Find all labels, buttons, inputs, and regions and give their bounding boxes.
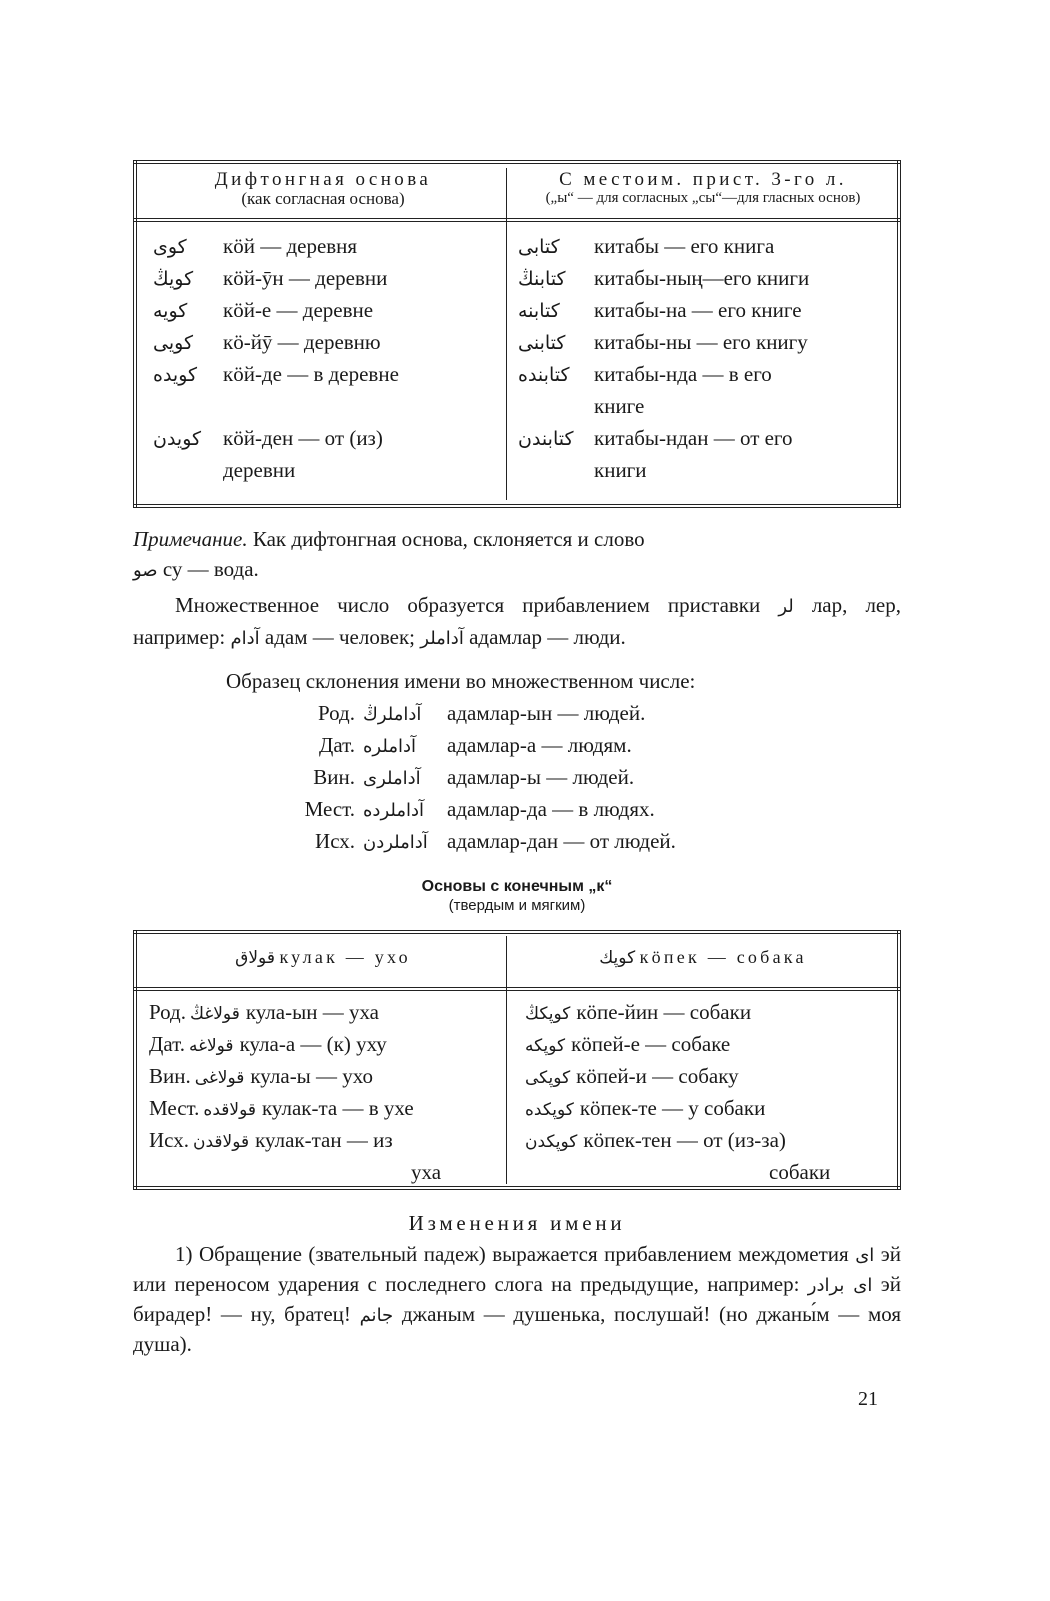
changes-arabic-ey: ای [855,1245,875,1266]
table-column-separator [506,936,507,1184]
sample-title: Образец склонения имени во множественном числе: [226,669,696,693]
transliteration: кӧ-йӯ — деревню [223,330,381,354]
header-right-subtitle: („ы“ — для согласных „сы“—для гласных основ) [545,190,861,206]
arabic-form: قولاغه [188,1036,234,1056]
arabic-form: کویدن [153,428,202,450]
k-stems-subtitle: (твердым и мягким) [448,897,586,914]
table-border-right [897,160,901,508]
table-row [518,390,644,422]
arabic-form: آداملری [363,768,421,789]
table-row [153,294,373,327]
transliteration: уха [411,1160,442,1184]
arabic-form: کوپکه [525,1036,566,1056]
table-row [763,1156,830,1190]
table-border-bottom [133,504,901,508]
declension-table-k-stems [133,930,901,1190]
transliteration: кӧпе-йин — собаки [576,1000,752,1024]
table2-header-left [143,944,503,971]
changes-text-1: 1) Обращение (звательный падеж) выражается прибавлением междометия [175,1242,849,1266]
case-label: Дат. [149,1032,185,1056]
transliteration: адамлар-а — людям. [447,733,632,757]
plural-row [270,698,645,730]
table-row [149,1028,387,1062]
table-border-left [133,160,137,508]
transliteration: кӧпей-е — собаке [571,1032,731,1056]
arabic-form: کویده [153,364,198,386]
table-row [525,1060,739,1094]
transliteration: кӧй-е — деревне [223,298,374,322]
table-row [401,1156,441,1190]
plural-arabic-adamlar: آداملر [420,628,464,649]
arabic-form: کتابنی [518,332,566,354]
header-left-subtitle: (как согласная основа) [241,189,405,208]
table-row [518,230,774,263]
transliteration: книге [594,394,645,418]
plural-text-4: адамлар — люди. [469,625,626,649]
transliteration: адамлар-дан — от людей. [447,829,676,853]
table-header-separator [133,218,901,222]
table-row [153,422,383,455]
transliteration: китабы-ндан — от его [594,426,793,450]
note-text-end: су — вода. [157,557,259,581]
arabic-form: آداملره [363,736,416,757]
transliteration: кӧй-де — в деревне [223,362,399,386]
transliteration: кулак-та — в ухе [261,1096,414,1120]
changes-paragraph [133,1240,901,1358]
table-row [149,996,379,1030]
transliteration: кула-ын — уха [245,1000,379,1024]
plural-arabic-adam: آدام [230,628,260,649]
transliteration: деревни [223,458,296,482]
header-right-arabic: کوپك [599,948,636,968]
table-row [518,294,802,327]
transliteration: китабы-на — его книге [594,298,802,322]
table-row [518,454,647,486]
case-label: Исх. [149,1128,189,1152]
case-label: Вин. [313,765,355,789]
transliteration: кула-ы — ухо [250,1064,373,1088]
arabic-form: کویی [153,332,193,354]
transliteration: кӧпек-тен — от (из-за) [583,1128,786,1152]
case-label: Вин. [149,1064,191,1088]
table-row [149,1060,373,1094]
table-row [525,1092,765,1126]
table-border-right [897,930,901,1190]
case-label: Мест. [149,1096,200,1120]
page-number: 21 [858,1388,878,1410]
plural-row [270,730,632,762]
table-row [525,1028,730,1062]
note-paragraph [133,524,901,586]
plural-text-1: Множественное число образуется прибавлением приставки [175,593,761,617]
plural-row [270,794,655,826]
arabic-form: آداملرده [363,800,424,821]
case-label: Род. [318,701,355,725]
transliteration: кӧй-ӯн — деревни [223,266,388,290]
note-arabic-word: صو [133,560,158,581]
transliteration: кӧпей-и — собаку [576,1064,739,1088]
plural-text-3: адам — человек; [264,625,416,649]
transliteration: кӧй — деревня [223,234,358,258]
arabic-form: کتابندن [518,428,574,450]
transliteration: китабы-ның—его книги [594,266,810,290]
arabic-form: کتابنه [518,300,560,322]
arabic-form: آداملرڭ [363,704,422,725]
table-row [525,1124,786,1158]
transliteration: кӧй-ден — от (из) [223,426,383,450]
plural-row [270,826,676,858]
header-left-arabic: قولاق [235,948,275,968]
case-label: Дат. [319,733,355,757]
header-right-text: кӧпек — собака [639,947,807,967]
case-label: Род. [149,1000,186,1024]
table-row [518,358,772,391]
changes-text-4: джаным — душенька, послушай! (но джаны́м — моя душа). [133,1302,901,1356]
table-row [518,262,809,295]
header-left-text: кулак — ухо [279,947,411,967]
table-row [149,1124,393,1158]
table-header-right [518,170,888,208]
transliteration: кула-а — (к) уху [239,1032,387,1056]
table-header-separator [133,987,901,991]
arabic-form: کوپکدن [525,1132,578,1152]
transliteration: китабы-ны — его книгу [594,330,808,354]
section-title-changes: Изменения имени [408,1211,626,1235]
note-text: Как дифтонгная основа, склоняется и слово [247,527,645,551]
table-row [153,326,381,359]
changes-arabic-biradar: ای برادر [807,1275,873,1296]
table-column-separator [506,168,507,500]
transliteration: собаки [769,1160,831,1184]
table-row [153,262,387,295]
table-row [153,358,399,391]
arabic-form: کوپکی [525,1068,571,1088]
table2-header-right [518,944,888,971]
transliteration: китабы — его книга [594,234,775,258]
plural-arabic-suffix: لر [778,596,794,617]
transliteration: адамлар-ын — людей. [447,701,646,725]
header-right-title: С местоим. прист. 3-го л. [559,169,847,190]
k-stems-title: Основы с конечным „к“ [421,878,613,895]
note-label: Примечание. [133,527,248,551]
transliteration: китабы-нда — в его [594,362,772,386]
transliteration: адамлар-ы — людей. [447,765,635,789]
header-left-title: Дифтонгная основа [214,169,432,190]
table-row [153,454,295,486]
table-row [149,1092,414,1126]
table-border-top [133,930,901,934]
table-row [518,422,793,455]
case-label: Исх. [315,829,355,853]
transliteration: книги [594,458,647,482]
declension-table-diphthong [133,160,901,508]
table-row [153,230,357,263]
plural-paragraph [133,590,901,654]
plural-row [270,762,634,794]
arabic-form: کوی [153,236,187,258]
table-row [518,326,808,359]
arabic-form: کوپکده [525,1100,574,1120]
table-row [525,996,751,1030]
plural-text-2: лар, лер, например: [133,593,902,649]
table-border-left [133,930,137,1190]
case-label: Мест. [304,797,355,821]
changes-text-3: эй бирадер! — ну, братец! [133,1272,902,1326]
transliteration: кулак-тан — из [255,1128,393,1152]
arabic-form: کتابی [518,236,560,258]
transliteration: адамлар-да — в людях. [447,797,655,821]
arabic-form: قولاغڭ [190,1004,240,1024]
arabic-form: قولاقدن [192,1132,250,1152]
changes-text-2: эй или переносом ударения с последнего слога на предыдущие, например: [133,1242,902,1296]
table-border-top [133,160,901,164]
arabic-form: کویه [153,300,188,322]
changes-arabic-janim: جانم [359,1305,394,1326]
table-header-left [143,170,503,208]
arabic-form: کویڭ [153,268,194,290]
arabic-form: کتابنڭ [518,268,566,290]
arabic-form: کوپکڭ [525,1004,571,1024]
transliteration: кӧпек-те — у собаки [579,1096,766,1120]
arabic-form: آداملردن [363,832,428,853]
arabic-form: قولاقده [203,1100,256,1120]
arabic-form: قولاغی [194,1068,245,1088]
arabic-form: کتابنده [518,364,570,386]
